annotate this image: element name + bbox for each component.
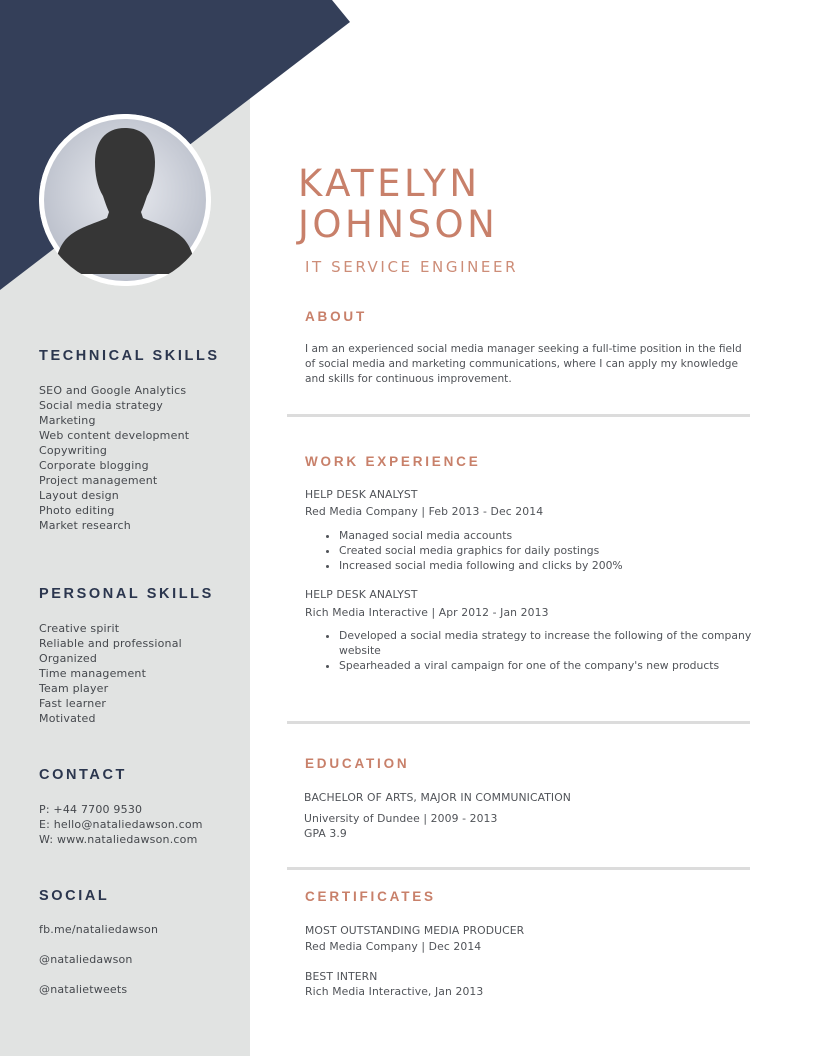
certificates-heading: CERTIFICATES: [305, 889, 436, 904]
social-link-handle[interactable]: @nataliedawson: [39, 953, 133, 966]
list-item: Project management: [39, 474, 158, 487]
list-item: • Increased social media following and clicks by 200%: [339, 558, 779, 573]
about-heading: ABOUT: [305, 309, 367, 324]
list-item: Layout design: [39, 489, 119, 502]
social-link-twitter[interactable]: @natalietweets: [39, 983, 128, 996]
technical-skills-list: [39, 383, 189, 533]
list-item: Marketing: [39, 414, 96, 427]
list-item: Photo editing: [39, 504, 115, 517]
list-item: Social media strategy: [39, 399, 163, 412]
contact-email[interactable]: E: hello@nataliedawson.com: [39, 818, 203, 831]
education-heading: EDUCATION: [305, 756, 410, 771]
work-experience-heading: WORK EXPERIENCE: [305, 454, 481, 469]
section-divider: [287, 414, 750, 417]
list-item: Team player: [39, 682, 109, 695]
list-item: Market research: [39, 519, 131, 532]
list-item: • Spearheaded a viral campaign for one of the company's new products: [339, 658, 759, 673]
list-item: Time management: [39, 667, 147, 680]
social-list: [39, 922, 158, 1012]
gpa: GPA 3.9: [304, 827, 347, 840]
personal-skills-list: [39, 621, 182, 726]
about-text: I am an experienced social media manager seeking a full-time position in the field of social media and marketing communications, where I can apply my knowledge and skills for continuous improvement.: [305, 343, 742, 385]
personal-skills-heading: PERSONAL SKILLS: [39, 586, 214, 602]
list-item: Web content development: [39, 429, 190, 442]
contact-website[interactable]: W: www.nataliedawson.com: [39, 833, 198, 846]
list-item: • Developed a social media strategy to increase the following of the company website: [339, 628, 759, 658]
section-divider: [287, 867, 750, 870]
list-item: • Managed social media accounts: [339, 528, 779, 543]
job-bullets: [305, 628, 759, 673]
list-item: • Created social media graphics for daily postings: [339, 543, 779, 558]
certificate-detail: Rich Media Interactive, Jan 2013: [305, 985, 484, 998]
candidate-name: [298, 163, 498, 245]
technical-skills-heading: TECHNICAL SKILLS: [39, 348, 220, 364]
list-item: Corporate blogging: [39, 459, 149, 472]
school: University of Dundee | 2009 - 2013: [304, 812, 498, 825]
list-item: Organized: [39, 652, 98, 665]
degree: BACHELOR OF ARTS, MAJOR IN COMMUNICATION: [304, 791, 571, 804]
person-silhouette-icon: [39, 114, 211, 286]
list-item: Fast learner: [39, 697, 107, 710]
list-item: Reliable and professional: [39, 637, 182, 650]
contact-phone[interactable]: P: +44 7700 9530: [39, 803, 143, 816]
section-divider: [287, 721, 750, 724]
job-role: HELP DESK ANALYST: [305, 488, 418, 501]
list-item: SEO and Google Analytics: [39, 384, 187, 397]
job-role: HELP DESK ANALYST: [305, 588, 418, 601]
job-company: Red Media Company | Feb 2013 - Dec 2014: [305, 505, 544, 518]
list-item: Creative spirit: [39, 622, 120, 635]
last-name: JOHNSON: [298, 203, 499, 246]
certificate-title: BEST INTERN: [305, 970, 378, 983]
contact-list: [39, 802, 203, 847]
profile-photo: [39, 114, 211, 286]
social-link-facebook[interactable]: fb.me/nataliedawson: [39, 923, 159, 936]
certificate-detail: Red Media Company | Dec 2014: [305, 940, 482, 953]
job-title: IT SERVICE ENGINEER: [305, 258, 519, 276]
first-name: KATELYN: [298, 162, 481, 205]
contact-heading: CONTACT: [39, 767, 128, 783]
list-item: Copywriting: [39, 444, 108, 457]
job-company: Rich Media Interactive | Apr 2012 - Jan 2013: [305, 606, 549, 619]
job-bullets: [305, 528, 779, 573]
list-item: Motivated: [39, 712, 96, 725]
social-heading: SOCIAL: [39, 888, 110, 904]
certificate-title: MOST OUTSTANDING MEDIA PRODUCER: [305, 924, 525, 937]
